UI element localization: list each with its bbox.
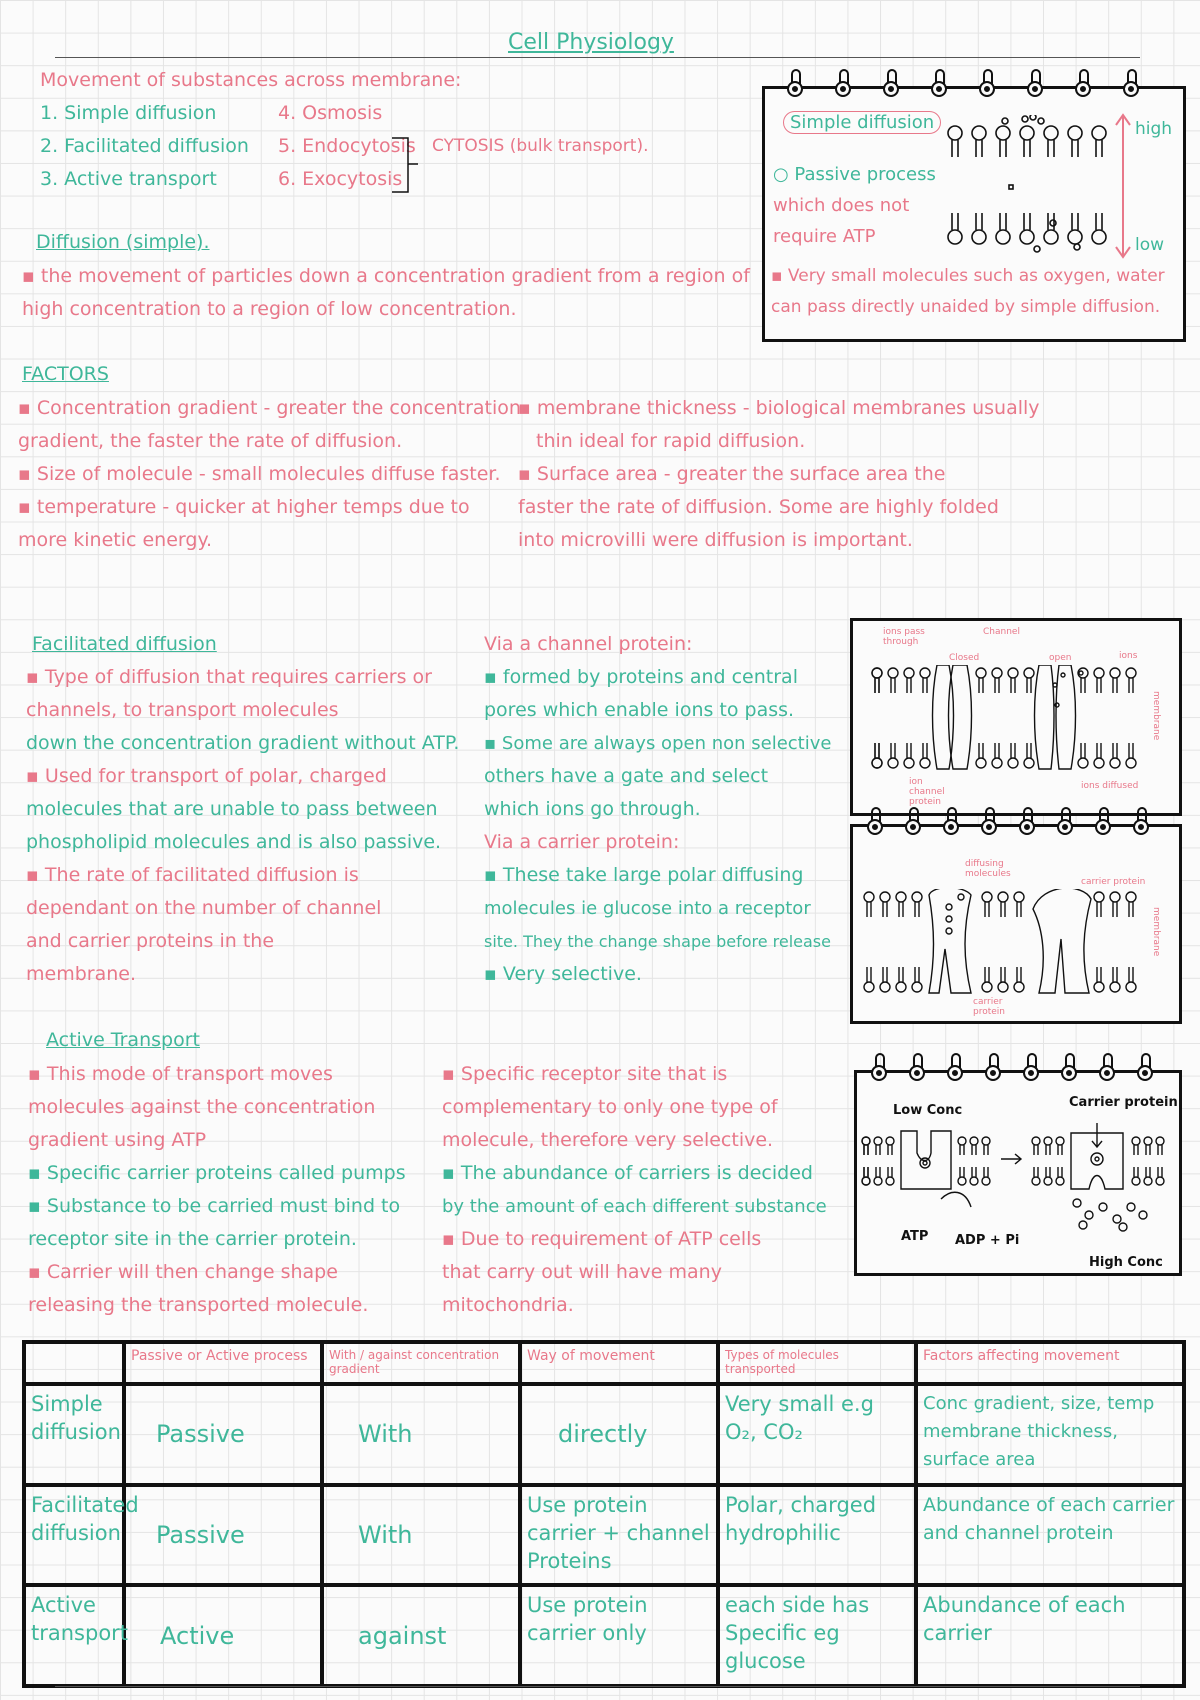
text-line: ▪ The abundance of carriers is decided bbox=[442, 1162, 813, 1184]
table-cell: Passive bbox=[124, 1384, 322, 1485]
diagram-label: ions bbox=[1119, 651, 1138, 661]
text-line: down the concentration gradient without ATP. bbox=[26, 732, 460, 754]
factor-line: ▪ Size of molecule - small molecules diffuse faster. bbox=[18, 463, 501, 485]
text-line: molecules that are unable to pass between bbox=[26, 798, 438, 820]
text-line: that carry out will have many bbox=[442, 1261, 722, 1283]
factor-line: thin ideal for rapid diffusion. bbox=[536, 430, 806, 452]
note-line: which does not bbox=[773, 195, 910, 216]
table-cell: Conc gradient, size, temp membrane thickness, surface area bbox=[916, 1384, 1184, 1485]
diagram-label: membrane bbox=[1151, 691, 1161, 741]
text-line: by the amount of each different substance bbox=[442, 1196, 827, 1217]
atp-label: ATP bbox=[901, 1229, 929, 1244]
gradient-arrow-icon bbox=[1113, 111, 1133, 261]
header-rule bbox=[55, 57, 1140, 58]
note-line: ▪ Very small molecules such as oxygen, water bbox=[771, 266, 1165, 286]
diagram-label: ions diffused bbox=[1081, 781, 1139, 791]
list-item: 1. Simple diffusion bbox=[40, 102, 217, 124]
text-line: gradient using ATP bbox=[28, 1129, 207, 1151]
table-cell: Abundance of each carrier bbox=[916, 1585, 1184, 1686]
text-line: releasing the transported molecule. bbox=[28, 1294, 369, 1316]
facilitated-section bbox=[26, 628, 846, 988]
table-cell: Very small e.g O₂, CO₂ bbox=[718, 1384, 916, 1485]
binder-rings bbox=[857, 1053, 1179, 1083]
text-line: ▪ These take large polar diffusing bbox=[484, 864, 804, 886]
list-item: 4. Osmosis bbox=[278, 102, 383, 124]
section-heading: Diffusion (simple). bbox=[36, 231, 210, 253]
text-line: ▪ Very selective. bbox=[484, 963, 642, 985]
high-label: high bbox=[1135, 119, 1173, 139]
active-transport-card bbox=[854, 1070, 1182, 1276]
channel-protein-card bbox=[850, 618, 1182, 816]
table-cell: Active transport bbox=[24, 1585, 124, 1686]
list-item: 2. Facilitated diffusion bbox=[40, 135, 249, 157]
text-line: ▪ Some are always open non selective bbox=[484, 733, 832, 754]
text-line: ▪ Used for transport of polar, charged bbox=[26, 765, 387, 787]
diagram-label: open bbox=[1049, 653, 1072, 663]
diagram-label: ion channel protein bbox=[909, 777, 945, 807]
subheading: Via a channel protein: bbox=[484, 633, 693, 655]
factor-line: ▪ temperature - quicker at higher temps due to bbox=[18, 496, 470, 518]
table-cell: Use protein carrier only bbox=[520, 1585, 718, 1686]
intro-section bbox=[40, 64, 720, 204]
simple-diffusion-card bbox=[762, 86, 1186, 342]
text-line: channels, to transport molecules bbox=[26, 699, 339, 721]
table-cell: Active bbox=[124, 1585, 322, 1686]
table-cell: each side has Specific eg glucose bbox=[718, 1585, 916, 1686]
page-title: Cell Physiology bbox=[508, 30, 674, 55]
factor-line: ▪ membrane thickness - biological membranes usually bbox=[518, 397, 1040, 419]
diffusion-section bbox=[22, 226, 752, 326]
text-line: ▪ Specific receptor site that is bbox=[442, 1063, 728, 1085]
text-line: molecules against the concentration bbox=[28, 1096, 376, 1118]
section-heading: Facilitated diffusion bbox=[32, 633, 217, 655]
text-line: and carrier proteins in the bbox=[26, 930, 275, 952]
table-cell: Simple diffusion bbox=[24, 1384, 124, 1485]
definition-line: high concentration to a region of low concentration. bbox=[22, 298, 517, 320]
text-line: site. They the change shape before release bbox=[484, 932, 831, 951]
list-item: 5. Endocytosis bbox=[278, 135, 416, 157]
diagram-label: diffusing molecules bbox=[965, 859, 1011, 879]
cytosis-label: CYTOSIS (bulk transport). bbox=[432, 136, 649, 156]
list-item: 6. Exocytosis bbox=[278, 168, 403, 190]
text-line: ▪ Due to requirement of ATP cells bbox=[442, 1228, 762, 1250]
bilayer-diagram bbox=[945, 115, 1125, 255]
section-heading: FACTORS bbox=[22, 363, 109, 385]
text-line: dependant on the number of channel bbox=[26, 897, 382, 919]
diagram-label: Closed bbox=[949, 653, 980, 663]
diagram-label: carrier protein bbox=[973, 997, 1005, 1017]
text-line: ▪ Specific carrier proteins called pumps bbox=[28, 1162, 406, 1184]
table-cell: With bbox=[322, 1485, 520, 1586]
factor-line: into microvilli were diffusion is important. bbox=[518, 529, 913, 551]
diagram-label: carrier protein bbox=[1081, 877, 1146, 887]
factor-line: ▪ Concentration gradient - greater the concentration bbox=[18, 397, 521, 419]
text-line: ▪ This mode of transport moves bbox=[28, 1063, 333, 1085]
diagram-label: ions pass through bbox=[883, 627, 925, 647]
table-header: Way of movement bbox=[520, 1342, 718, 1384]
section-heading: Active Transport bbox=[46, 1029, 200, 1051]
diagram-label: membrane bbox=[1151, 907, 1161, 957]
diagram-label: Channel bbox=[983, 627, 1020, 637]
definition-line: ▪ the movement of particles down a concentration gradient from a region of bbox=[22, 265, 750, 287]
table-cell: Polar, charged hydrophilic bbox=[718, 1485, 916, 1586]
low-label: low bbox=[1135, 235, 1165, 255]
text-line: membrane. bbox=[26, 963, 136, 985]
table-row bbox=[24, 1485, 1184, 1586]
text-line: molecules ie glucose into a receptor bbox=[484, 898, 811, 919]
text-line: which ions go through. bbox=[484, 798, 701, 820]
text-line: ▪ Substance to be carried must bind to bbox=[28, 1195, 401, 1217]
text-line: ▪ formed by proteins and central bbox=[484, 666, 798, 688]
factor-line: faster the rate of diffusion. Some are highly folded bbox=[518, 496, 999, 518]
factor-line: more kinetic energy. bbox=[18, 529, 213, 551]
table-cell: With bbox=[322, 1384, 520, 1485]
note-line: ○ Passive process bbox=[773, 164, 936, 185]
summary-table bbox=[22, 1340, 1186, 1688]
footer-rule bbox=[55, 1686, 1140, 1687]
text-line: ▪ The rate of facilitated diffusion is bbox=[26, 864, 359, 886]
channel-membrane-diagram bbox=[871, 665, 1151, 775]
table-header: With / against concentration gradient bbox=[322, 1342, 520, 1384]
text-line: phospholipid molecules and is also passive. bbox=[26, 831, 442, 853]
table-header: Factors affecting movement bbox=[916, 1342, 1184, 1384]
note-line: can pass directly unaided by simple diffusion. bbox=[771, 297, 1161, 317]
table-header-row bbox=[24, 1342, 1184, 1384]
carrier-protein-label: Carrier protein bbox=[1069, 1095, 1178, 1110]
molecule-note bbox=[771, 261, 1165, 323]
bracket-icon bbox=[390, 136, 420, 196]
binder-rings bbox=[765, 69, 1183, 99]
table-header: Passive or Active process bbox=[124, 1342, 322, 1384]
table-cell: Passive bbox=[124, 1485, 322, 1586]
table-header: Types of molecules transported bbox=[718, 1342, 916, 1384]
high-conc-label: High Conc bbox=[1089, 1255, 1163, 1270]
table-cell: directly bbox=[520, 1384, 718, 1485]
text-line: others have a gate and select bbox=[484, 765, 769, 787]
adp-label: ADP + Pi bbox=[955, 1233, 1020, 1248]
text-line: receptor site in the carrier protein. bbox=[28, 1228, 357, 1250]
note-line: require ATP bbox=[773, 226, 876, 247]
binder-rings bbox=[853, 807, 1179, 837]
carrier-membrane-diagram bbox=[863, 889, 1153, 999]
passive-note bbox=[773, 159, 936, 252]
table-row bbox=[24, 1384, 1184, 1485]
low-conc-label: Low Conc bbox=[893, 1103, 963, 1118]
factor-line: ▪ Surface area - greater the surface area the bbox=[518, 463, 946, 485]
carrier-protein-card bbox=[850, 824, 1182, 1024]
table-cell: Use protein carrier + channel Proteins bbox=[520, 1485, 718, 1586]
table-cell: against bbox=[322, 1585, 520, 1686]
pump-diagram bbox=[861, 1123, 1171, 1233]
table-cell: Abundance of each carrier and channel protein bbox=[916, 1485, 1184, 1586]
text-line: pores which enable ions to pass. bbox=[484, 699, 795, 721]
card-title: Simple diffusion bbox=[783, 111, 941, 134]
text-line: ▪ Carrier will then change shape bbox=[28, 1261, 338, 1283]
text-line: ▪ Type of diffusion that requires carriers or bbox=[26, 666, 432, 688]
text-line: mitochondria. bbox=[442, 1294, 574, 1316]
table-header bbox=[24, 1342, 124, 1384]
table-row bbox=[24, 1585, 1184, 1686]
intro-heading: Movement of substances across membrane: bbox=[40, 69, 462, 91]
active-section bbox=[28, 1024, 858, 1324]
table-cell: Facilitated diffusion bbox=[24, 1485, 124, 1586]
text-line: molecule, therefore very selective. bbox=[442, 1129, 774, 1151]
text-line: complementary to only one type of bbox=[442, 1096, 778, 1118]
subheading: Via a carrier protein: bbox=[484, 831, 680, 853]
factor-line: gradient, the faster the rate of diffusion. bbox=[18, 430, 403, 452]
list-item: 3. Active transport bbox=[40, 168, 217, 190]
factors-section bbox=[18, 358, 1168, 558]
